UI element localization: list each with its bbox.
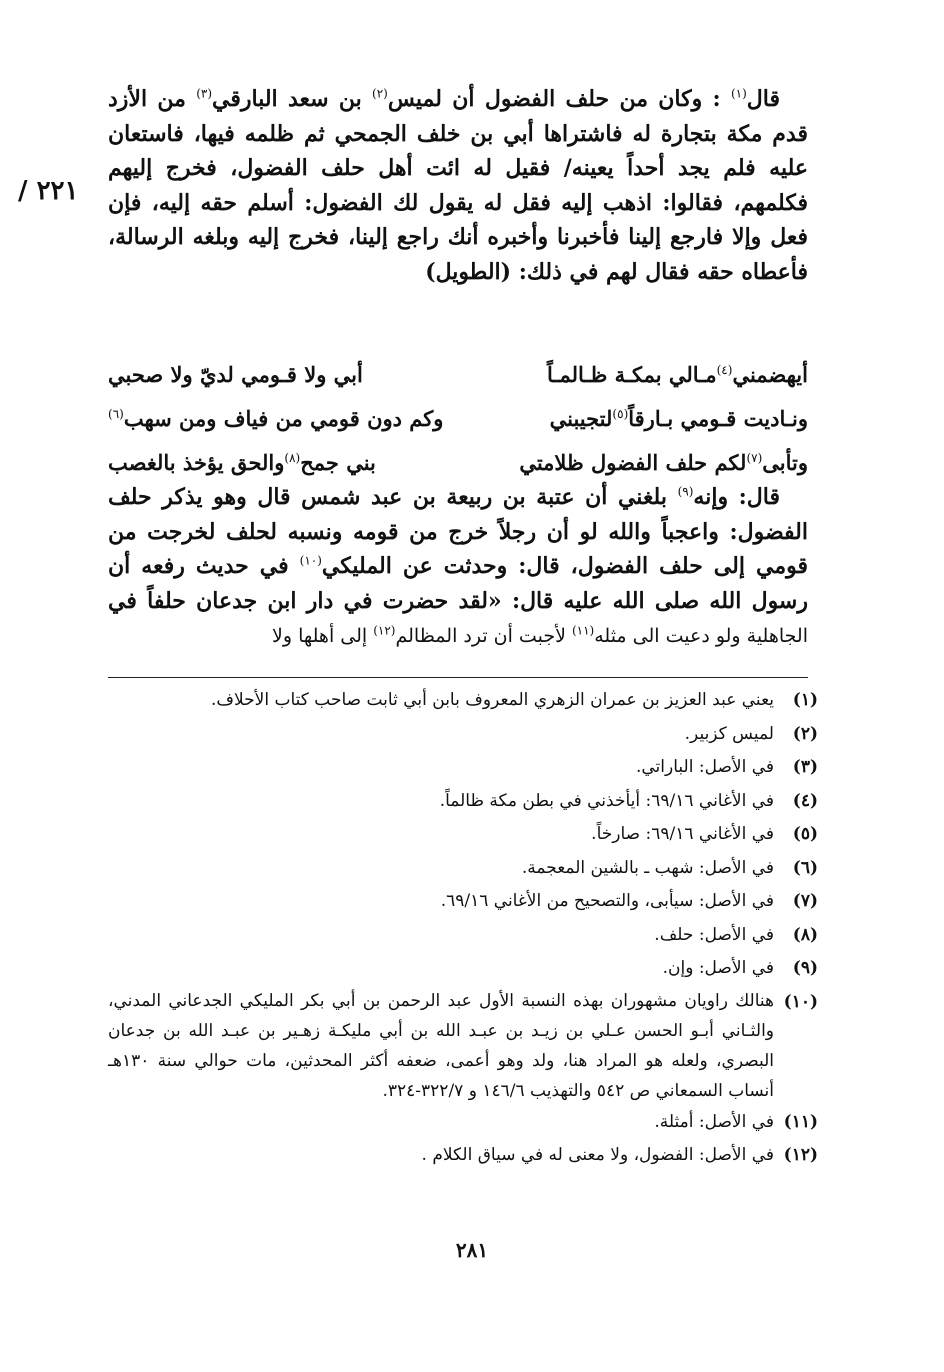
text-run: لكم حلف الفضول ظلامتي — [519, 449, 747, 475]
footnote-number: (٢) — [792, 723, 818, 744]
footnote-text: هنالك راويان مشهوران بهذه النسبة الأول عبد الرحمن بن أبي بكر المليكي الجدعاني المدني، والثـاني أبـو الحسن عـلي بن زيـد بن عبـد الله بن أبي مليكـة زهـير بن عبـد الله بن جدعان البصري، ولعله هو المراد هنا، ولد وهو أعمى، ضعفه أكثر المحدثين، مات حوالي سنة ١٣٠هـ أنساب السمعاني ص ٥٤٢ والتهذيب ١٤٦/٦ و ٣٢٢/٧-٣٢٤. — [108, 990, 774, 1101]
poem-verse-1 — [108, 352, 808, 396]
text-run: لتجيبني — [549, 405, 613, 431]
text-run: وتأبى — [762, 449, 808, 475]
footnote-ref-11[interactable]: (١١) — [571, 623, 595, 638]
text-run: في حديث رفعه أن رسول الله صلى الله عليه قال: «لقد حضرت في دار ابن جدعان حلفاً في — [108, 553, 808, 614]
text-run: قال — [746, 86, 780, 112]
footnote-number: (١٢) — [783, 1145, 818, 1165]
text-run: بني جمح — [300, 449, 376, 475]
poem — [108, 352, 808, 484]
verse-first-hemistich — [519, 450, 808, 475]
text-run: ونـاديت قـومي بـارقاً — [628, 405, 808, 431]
margin-page-reference: ٢٢١ / — [18, 176, 79, 206]
verse-second-hemistich — [108, 450, 376, 475]
footnote-item — [108, 785, 818, 819]
footnote-divider — [108, 677, 808, 678]
footnote-ref-1[interactable]: (١) — [730, 86, 747, 101]
footnote-text: في الأغاني ٦٩/١٦: صارخاً. — [591, 824, 774, 844]
text-run: والحق يؤخذ بالغصب — [108, 449, 285, 475]
footnotes-section — [108, 684, 818, 1173]
footnote-text: في الأغاني ٦٩/١٦: أيأخذني في بطن مكة ظالماً. — [439, 790, 774, 811]
footnote-item — [108, 1106, 818, 1140]
footnote-item — [108, 852, 818, 886]
footnote-number: (١) — [792, 690, 818, 710]
footnote-number: (٨) — [792, 924, 818, 945]
footnote-text: في الأصل: شهب ـ بالشين المعجمة. — [521, 857, 774, 878]
text-run: وكم دون قومي من فياف ومن سهب — [123, 405, 444, 431]
main-paragraph-2 — [108, 480, 808, 654]
text-run: بن سعد البارقي — [212, 86, 373, 112]
text-run: مـالي بمكـة ظـالمـاً — [546, 361, 717, 387]
footnote-ref-6[interactable]: (٦) — [108, 406, 124, 421]
footnote-ref-7[interactable]: (٧) — [746, 450, 763, 465]
verse-first-hemistich — [550, 406, 808, 431]
footnote-text: لميس كزبير. — [684, 723, 774, 744]
text-run: أبي ولا قـومي لديّ ولا صحبي — [108, 361, 363, 387]
text-run: أيهضمني — [732, 361, 808, 387]
page-number: ٢٨١ — [455, 1238, 489, 1262]
footnote-ref-10[interactable]: (١٠) — [299, 553, 322, 568]
footnote-item — [108, 919, 818, 953]
footnote-ref-4[interactable]: (٤) — [716, 362, 733, 377]
footnote-number: (٧) — [792, 891, 818, 911]
verse-second-hemistich — [108, 362, 363, 387]
footnote-ref-5[interactable]: (٥) — [612, 406, 629, 421]
footnote-number: (١١) — [783, 1111, 818, 1132]
footnote-text: في الأصل: وإن. — [662, 958, 774, 978]
footnote-text: في الأصل: سيأبى، والتصحيح من الأغاني ٦٩/١٦. — [440, 891, 774, 911]
footnote-item — [108, 751, 818, 785]
footnote-number: (٩) — [792, 958, 818, 978]
text-run: بلغني أن عتبة بن ربيعة بن عبد شمس قال وهو يذكر حلف الفضول: واعجباً والله لو أن رجلاً خرج من قومه ونسبه لحلف لخرجت من قومي إلى حلف الفضول، قال: وحدثت عن المليكي — [108, 484, 808, 579]
footnote-ref-12[interactable]: (١٢) — [373, 623, 396, 638]
verse-second-hemistich — [108, 406, 443, 431]
footnote-item — [108, 818, 818, 852]
footnote-item — [108, 684, 818, 718]
footnote-item — [108, 885, 818, 919]
footnote-number: (٣) — [792, 757, 818, 777]
footnote-item — [108, 952, 818, 986]
footnote-number: (٤) — [792, 790, 818, 811]
footnote-ref-9[interactable]: (٩) — [677, 484, 694, 499]
text-run: الجاهلية ولو دعيت الى مثله — [594, 625, 808, 647]
footnote-item — [108, 986, 818, 1106]
main-paragraph-1 — [108, 82, 808, 289]
verse-first-hemistich — [547, 362, 808, 387]
text-run: : وكان من حلف الفضول أن لميس — [387, 86, 731, 112]
footnote-number: (٥) — [792, 824, 818, 844]
footnote-number: (٦) — [792, 857, 818, 878]
footnote-number: (١٠) — [783, 991, 818, 1012]
footnote-text: يعني عبد العزيز بن عمران الزهري المعروف بابن أبي ثابت صاحب كتاب الأحلاف. — [210, 690, 774, 710]
footnote-text: في الأصل: الباراتي. — [635, 757, 774, 777]
footnote-text: في الأصل: أمثلة. — [654, 1111, 774, 1132]
footnote-ref-3[interactable]: (٣) — [196, 86, 213, 101]
poem-verse-3 — [108, 440, 808, 484]
paragraph-1 — [108, 82, 808, 289]
paragraph-2 — [108, 480, 808, 654]
text-run: لأجبت أن ترد المظالم — [395, 625, 572, 647]
footnote-item — [108, 718, 818, 752]
text-run: قال: وإنه — [693, 484, 781, 510]
footnote-text: في الأصل: الفضول، ولا معنى له في سياق الكلام . — [421, 1145, 774, 1165]
footnote-ref-8[interactable]: (٨) — [284, 450, 301, 465]
text-run: إلى أهلها ولا — [272, 625, 374, 647]
poem-verse-2 — [108, 396, 808, 440]
footnote-text: في الأصل: حلف. — [654, 924, 774, 945]
footnote-ref-2[interactable]: (٢) — [372, 86, 388, 101]
footnote-item — [108, 1139, 818, 1173]
text-run: من الأزد قدم مكة بتجارة له فاشتراها أبي بن خلف الجمحي ثم ظلمه فيها، فاستعان عليه فلم يجد أحداً يعينه/ فقيل له ائت أهل حلف الفضول، فخرج إليهم فكلمهم، فقالوا: اذهب إليه فقل له يقول لك الفضول: أسلم حقه إليه، فإن فعل وإلا فارجع إلينا فأخبرنا وأخبره أنك راجع إلينا، فخرج إليه وبلغه الرسالة، فأعطاه حقه فقال لهم في ذلك: (الطويل) — [108, 86, 808, 285]
paragraph-2-last-line — [272, 625, 808, 647]
